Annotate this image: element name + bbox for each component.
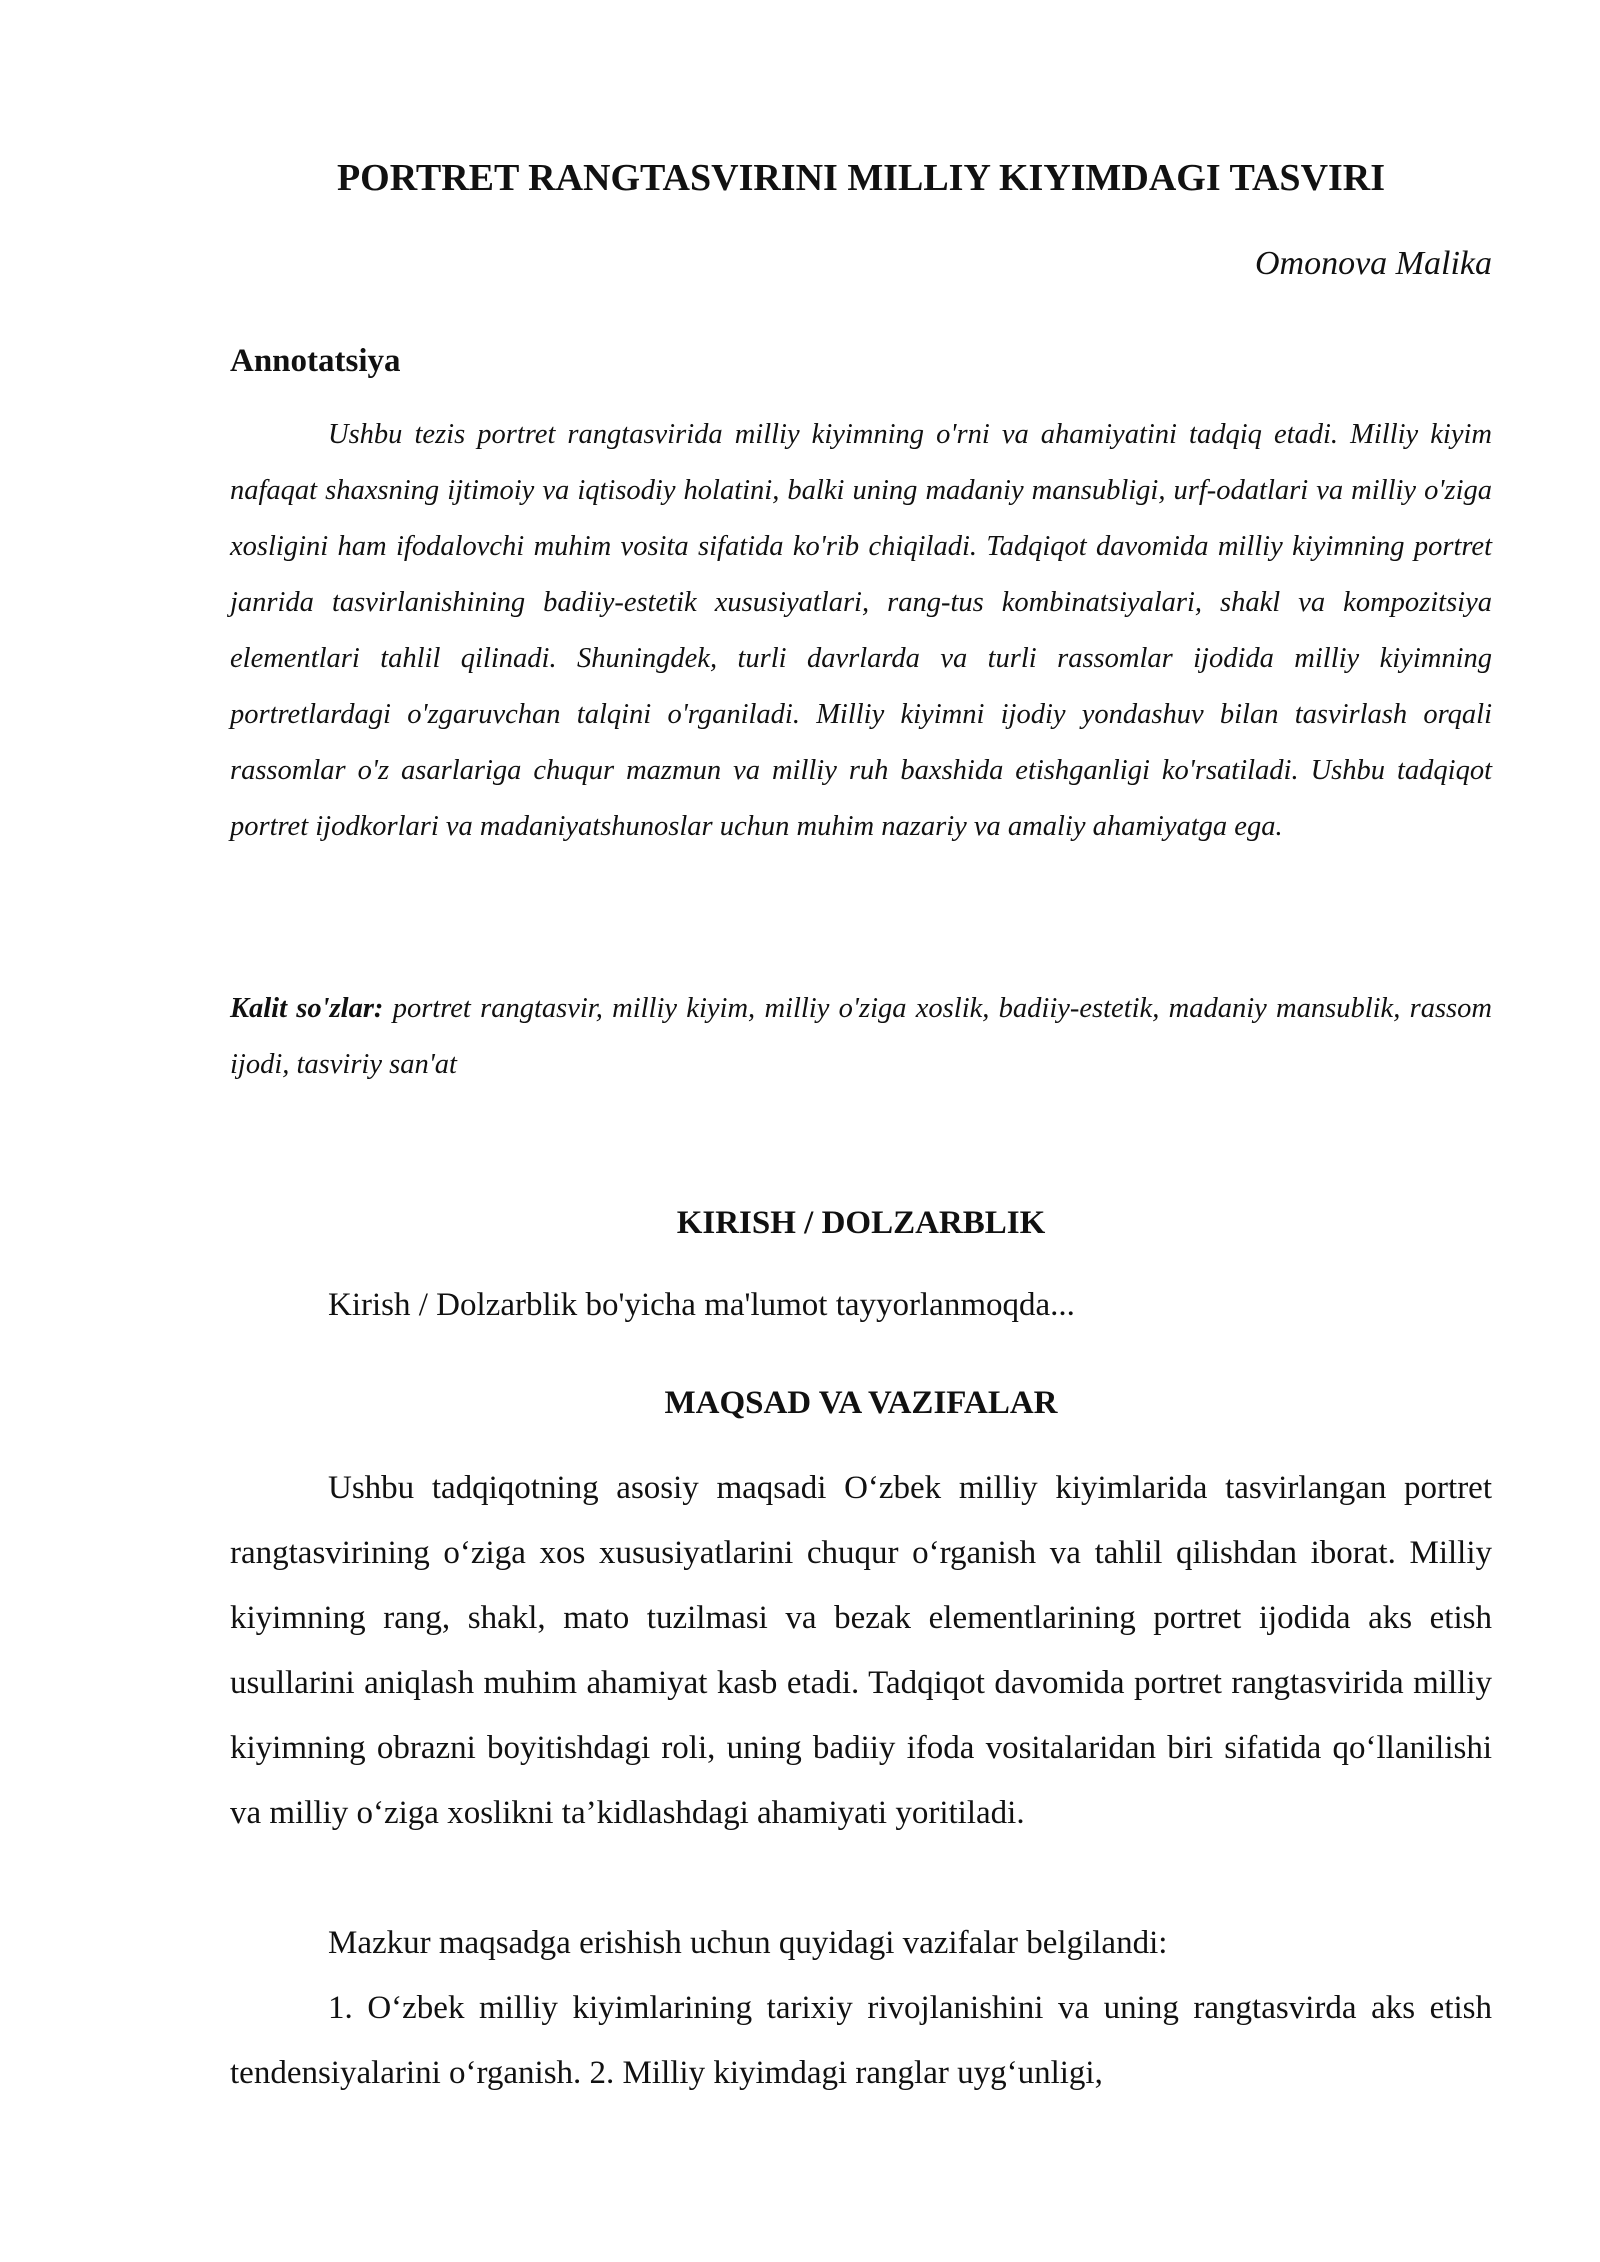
annotation-heading: Annotatsiya	[230, 343, 401, 379]
section-heading-kirish: KIRISH / DOLZARBLIK	[676, 1205, 1046, 1241]
keywords-text: portret rangtasvir, milliy kiyim, milliy o'ziga xoslik, badiiy-estetik, madaniy mansublik, rassom ijodi, tasviriy san'at	[230, 993, 1492, 1080]
maqsad-paragraph-2: Mazkur maqsadga erishish uchun quyidagi vazifalar belgilandi:	[328, 1925, 1168, 1961]
keywords-paragraph	[230, 981, 1492, 1093]
paper-title: PORTRET RANGTASVIRINI MILLIY KIYIMDAGI TASVIRI	[336, 157, 1386, 199]
maqsad-paragraph-1: Ushbu tadqiqotning asosiy maqsadi O‘zbek milliy kiyimlarida tasvirlangan portret rangtasvirining o‘ziga xos xususiyatlarini chuqur o‘rganish va tahlil qilishdan iborat. Milliy kiyimning rang, shakl, mato tuzilmasi va bezak elementlarining portret ijodida aks etish usullarini aniqlash muhim ahamiyat kasb etadi. Tadqiqot davomida portret rangtasvirida milliy kiyimning obrazni boyitishdagi roli, uning badiiy ifoda vositalaridan biri sifatida qo‘llanilishi va milliy o‘ziga xoslikni ta’kidlashdagi ahamiyati yoritiladi.	[230, 1470, 1492, 1831]
maqsad-paragraph-3: 1. O‘zbek milliy kiyimlarining tarixiy rivojlanishini va uning rangtasvirda aks etish tendensiyalarini o‘rganish. 2. Milliy kiyimdagi ranglar uyg‘unligi,	[230, 1990, 1492, 2091]
author-name: Omonova Malika	[1254, 245, 1492, 282]
keywords-label: Kalit so'zlar:	[230, 993, 384, 1024]
section-text-kirish: Kirish / Dolzarblik bo'yicha ma'lumot tayyorlanmoqda...	[328, 1287, 1075, 1323]
annotation-text: Ushbu tezis portret rangtasvirida milliy kiyimning o'rni va ahamiyatini tadqiq etadi. Milliy kiyim nafaqat shaxsning ijtimoiy va iqtisodiy holatini, balki uning madaniy mansubligi, urf-odatlari va milliy o'ziga xosligini ham ifodalovchi muhim vosita sifatida ko'rib chiqiladi. Tadqiqot davomida milliy kiyimning portret janrida tasvirlanishining badiiy-estetik xususiyatlari, rang-tus kombinatsiyalari, shakl va kompozitsiya elementlari tahlil qilinadi. Shuningdek, turli davrlarda va turli rassomlar ijodida milliy kiyimning portretlardagi o'zgaruvchan talqini o'rganiladi. Milliy kiyimni ijodiy yondashuv bilan tasvirlash orqali rassomlar o'z asarlariga chuqur mazmun va milliy ruh baxshida etishganligi ko'rsatiladi. Ushbu tadqiqot portret ijodkorlari va madaniyatshunoslar uchun muhim nazariy va amaliy ahamiyatga ega.	[230, 419, 1492, 842]
section-heading-maqsad: MAQSAD VA VAZIFALAR	[664, 1385, 1058, 1421]
